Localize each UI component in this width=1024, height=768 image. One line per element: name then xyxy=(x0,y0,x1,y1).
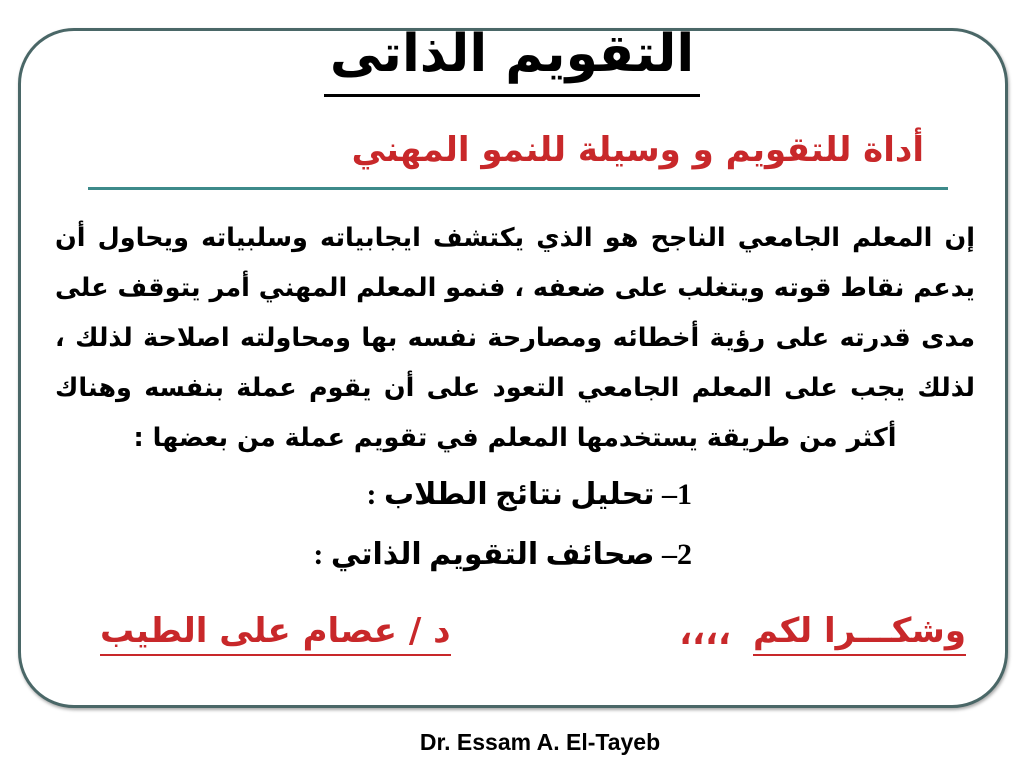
thanks-marks: ،،،، xyxy=(679,613,731,653)
closing-line xyxy=(100,608,966,656)
slide-title xyxy=(262,14,762,97)
list-item: 2– صحائف التقويم الذاتي : xyxy=(313,538,692,571)
title-text: التقويم الذاتى xyxy=(324,14,700,97)
thanks-group xyxy=(679,608,966,656)
body-line: إن المعلم الجامعي الناجح هو الذي يكتشف ايجابياته وسلبياته ويحاول أن xyxy=(55,223,975,253)
footer-author: Dr. Essam A. El-Tayeb xyxy=(419,729,661,755)
body-paragraph xyxy=(55,213,975,463)
thanks-text: وشكـــرا لكم xyxy=(753,608,966,656)
author-signature: د / عصام على الطيب xyxy=(100,608,451,656)
title-divider xyxy=(88,187,948,190)
body-line: لذلك يجب على المعلم الجامعي التعود على أن يقوم عملة بنفسه وهناك xyxy=(55,373,975,403)
body-line: يدعم نقاط قوته ويتغلب على ضعفه ، فنمو المعلم المهني أمر يتوقف على xyxy=(55,273,975,303)
slide-subtitle: أداة للتقويم و وسيلة للنمو المهني xyxy=(351,130,924,170)
list-item: 1– تحليل نتائج الطلاب : xyxy=(366,478,692,511)
methods-list xyxy=(252,465,692,585)
body-line: مدى قدرته على رؤية أخطائه ومصارحة نفسه بها ومحاولته اصلاحة لذلك ، xyxy=(55,323,975,353)
body-line: أكثر من طريقة يستخدمها المعلم في تقويم عملة من بعضها : xyxy=(133,423,897,453)
